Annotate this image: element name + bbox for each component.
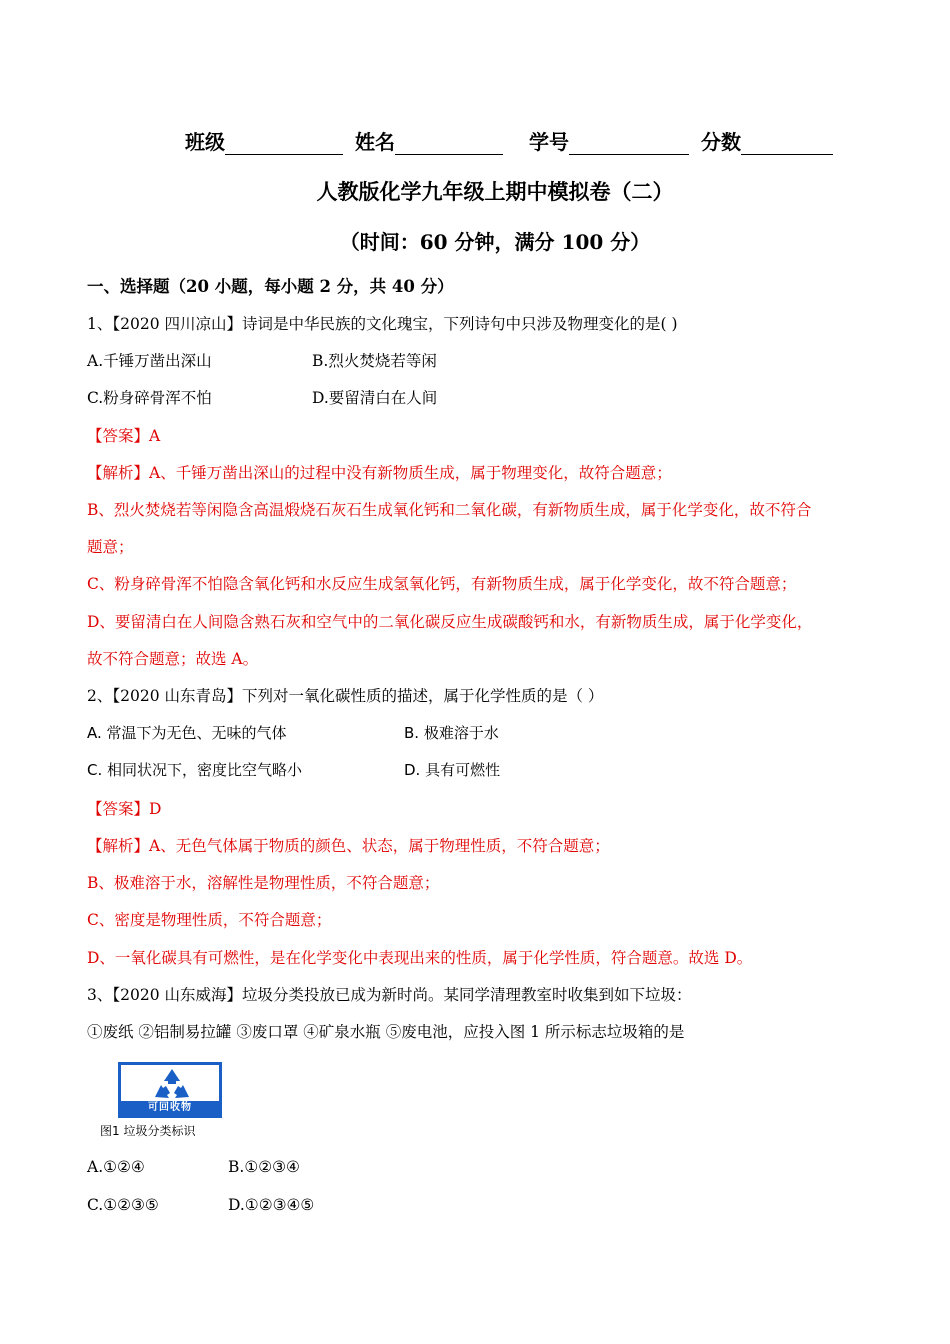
class-blank <box>225 134 343 155</box>
q2-analysis-line: B、极难溶于水，溶解性是物理性质，不符合题意； <box>87 874 440 892</box>
q1-analysis-line: C、粉身碎骨浑不怕隐含氧化钙和水反应生成氢氧化钙，有新物质生成，属于化学变化，故不符合题意； <box>87 575 797 593</box>
q3-option-c: C.①②③⑤ <box>87 1196 159 1214</box>
q2-analysis-line: 【解析】A、无色气体属于物质的颜色、状态，属于物理性质，不符合题意； <box>87 837 610 855</box>
score-blank <box>741 134 833 155</box>
exam-title: 人教版化学九年级上期中模拟卷（二） <box>316 179 674 204</box>
recycle-icon <box>149 1067 195 1103</box>
q2-answer: 【答案】D <box>87 800 162 818</box>
q2-analysis-line: C、密度是物理性质，不符合题意； <box>87 911 332 929</box>
id-blank <box>569 134 689 155</box>
q3-items: ①废纸 ②铝制易拉罐 ③废口罩 ④矿泉水瓶 ⑤废电池，应投入图 1 所示标志垃圾箱的是 <box>87 1023 685 1041</box>
q1-option-d: D.要留清白在人间 <box>312 389 438 407</box>
q2-option-a: A. 常温下为无色、无味的气体 <box>87 724 287 742</box>
q1-analysis-line: 题意； <box>87 538 134 556</box>
q2-option-d: D. 具有可燃性 <box>404 761 501 779</box>
q1-answer: 【答案】A <box>87 427 161 445</box>
q2-analysis-line: D、一氧化碳具有可燃性，是在化学变化中表现出来的性质，属于化学性质，符合题意。故选 D。 <box>87 949 753 967</box>
q2-option-c: C. 相同状况下，密度比空气略小 <box>87 761 303 779</box>
q3-option-d: D.①②③④⑤ <box>228 1196 315 1214</box>
q1-analysis-line: 【解析】A、千锤万凿出深山的过程中没有新物质生成，属于物理变化，故符合题意； <box>87 464 672 482</box>
q1-analysis-line: D、要留清白在人间隐含熟石灰和空气中的二氧化碳反应生成碳酸钙和水，有新物质生成，属于化学变化， <box>87 613 813 631</box>
class-label: 班级 <box>185 130 225 154</box>
name-label: 姓名 <box>355 130 395 154</box>
figure-caption: 图1 垃圾分类标识 <box>100 1124 196 1138</box>
recycle-sign-figure <box>118 1062 222 1118</box>
score-label: 分数 <box>701 130 741 154</box>
exam-subtitle: （时间：60 分钟，满分 100 分） <box>339 230 651 254</box>
q3-option-b: B.①②③④ <box>228 1158 300 1176</box>
name-blank <box>395 134 503 155</box>
q1-option-b: B.烈火焚烧若等闲 <box>312 352 437 370</box>
q3-stem: 3、【2020 山东威海】垃圾分类投放已成为新时尚。某同学清理教室时收集到如下垃圾： <box>87 986 692 1004</box>
id-label: 学号 <box>529 130 569 154</box>
q3-option-a: A.①②④ <box>87 1158 145 1176</box>
q1-analysis-line: B、烈火焚烧若等闲隐含高温煅烧石灰石生成氧化钙和二氧化碳，有新物质生成，属于化学变化，故不符合 <box>87 501 812 519</box>
q1-option-c: C.粉身碎骨浑不怕 <box>87 389 212 407</box>
q1-analysis-line: 故不符合题意；故选 A。 <box>87 650 259 668</box>
student-info-line <box>185 126 845 155</box>
section-heading: 一、选择题（20 小题，每小题 2 分，共 40 分） <box>87 277 454 296</box>
q2-stem: 2、【2020 山东青岛】下列对一氧化碳性质的描述，属于化学性质的是（ ） <box>87 687 604 705</box>
q2-option-b: B. 极难溶于水 <box>404 724 499 742</box>
recycle-sign-label: 可回收物 <box>121 1101 219 1115</box>
q1-option-a: A.千锤万凿出深山 <box>87 352 212 370</box>
q1-stem: 1、【2020 四川凉山】诗词是中华民族的文化瑰宝，下列诗句中只涉及物理变化的是( ) <box>87 315 678 333</box>
